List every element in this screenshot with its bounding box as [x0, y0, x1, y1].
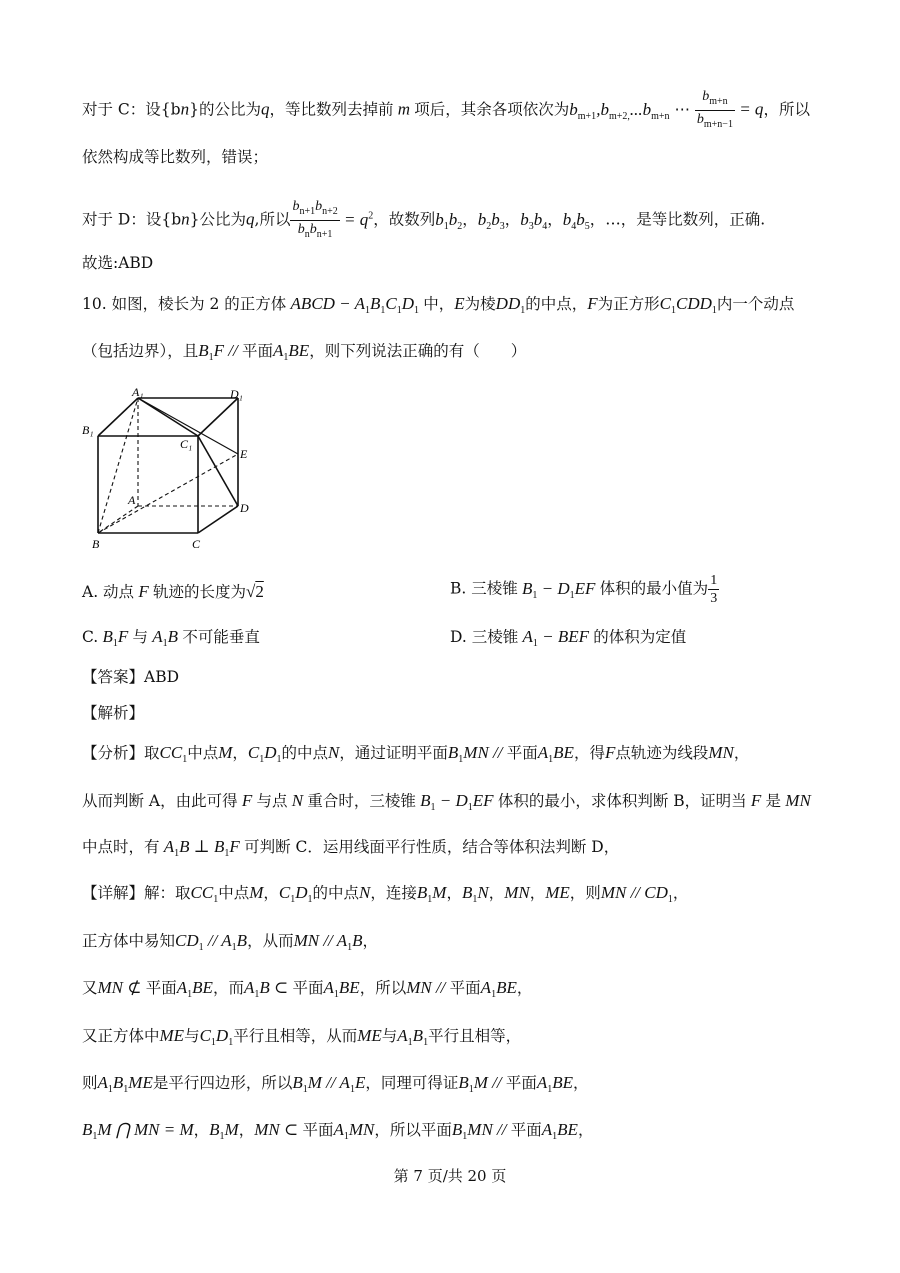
text: 对于 C：设{b — [82, 100, 181, 119]
text: 与 — [132, 628, 149, 646]
hidden-edge-be — [98, 454, 238, 533]
text: 平面 — [302, 1121, 334, 1139]
text: 中点时，有 — [82, 838, 160, 856]
text: 项后，其余各项依次为 — [414, 100, 570, 119]
text: 中点 — [218, 884, 250, 902]
text: ， — [733, 744, 750, 762]
option-d: D. 三棱锥 $A_1$ − BEF 的体积为定值 — [450, 627, 687, 649]
text: 不可能垂直 — [182, 628, 260, 646]
edge — [198, 506, 238, 533]
text: 是 — [765, 792, 782, 810]
text: 为棱 — [464, 295, 496, 313]
text: ，得 — [573, 744, 605, 762]
text: }公比为 — [189, 210, 247, 229]
text: 轨迹的长度为 — [152, 583, 246, 601]
text: 平面 — [292, 979, 324, 997]
edge-c1d — [198, 436, 238, 506]
text: 重合时，三棱锥 — [307, 792, 416, 810]
line-option-d-analysis: 对于 D：设{bn}公比为q,所以 $\frac{b_{n+1}b_{n+2}}{b_nb_{n+1}}$ = $q^2$，故数列$b_1b_2$，$b_2b_3$，$b_3b_4$，$b_4b_5$，…，是等比数列，正确. — [82, 198, 765, 243]
text: （包括边界），且 — [82, 342, 199, 360]
analysis-line3: 中点时，有 $A_1B$ ⊥ $B_1F$ 可判断 C．运用线面平行性质，结合等体积法判断 D， — [82, 837, 620, 859]
text: 与点 — [256, 792, 288, 810]
text: 平面 — [242, 342, 274, 360]
text: 又正方体中 — [82, 1027, 160, 1045]
text: ，所以 — [359, 979, 407, 997]
text: 点轨迹为线段 — [615, 744, 709, 762]
answer: 【答案】ABD — [82, 668, 180, 686]
text: 中点 — [187, 744, 219, 762]
text: 是平行四边形，所以 — [152, 1074, 293, 1092]
text: ，同理可得证 — [365, 1074, 459, 1092]
text: ，从而 — [247, 932, 294, 950]
line-option-c-analysis: 对于 C：设{bn}的公比为q，等比数列去掉前 m 项后，其余各项依次为$b_{m+1},b_{m+2,}...b_{m+n}$ ⋯ $\frac{b_{m+n}}{b_{m+n-1}}$ = q，所以 — [82, 88, 810, 133]
text: ，所以 — [763, 100, 810, 119]
edge — [198, 398, 238, 436]
analysis-label: 【解析】 — [82, 704, 145, 722]
text: 对于 D：设{b — [82, 210, 182, 229]
option-a: A. 动点 F 轨迹的长度为√2 — [82, 582, 264, 601]
label-a1: A₁ — [132, 388, 144, 399]
text: ,所以 — [254, 210, 291, 229]
text: ，通过证明平面 — [339, 744, 448, 762]
text: 可判断 C．运用线面平行性质，结合等体积法判断 D， — [244, 838, 620, 856]
text: 平面 — [510, 1121, 542, 1139]
text: ，而 — [212, 979, 244, 997]
label-d: D — [240, 501, 249, 515]
fraction: $\frac{b_{m+n}}{b_{m+n-1}}$ — [696, 89, 733, 130]
text: 的中点 — [281, 744, 329, 762]
detail-line1: 【详解】解：取$CC_1$中点M，$C_1D_1$的中点N，连接$B_1M$，$B_1N$，MN，ME，则MN // $CD_1$， — [82, 883, 689, 905]
detail-line6: $B_1M$ ⋂ MN = M，$B_1M$，MN ⊂ 平面$A_1MN$，所以平面$B_1MN$ // 平面$A_1BE$， — [82, 1120, 594, 1142]
text: 又 — [82, 979, 98, 997]
text: B. 三棱锥 — [450, 579, 518, 598]
text: 平行且相等， — [428, 1027, 522, 1045]
text: 平面 — [505, 1074, 537, 1092]
detail-line4: 又正方体中ME与$C_1D_1$平行且相等，从而ME与$A_1B_1$平行且相等， — [82, 1026, 522, 1048]
detail-line5: 则$A_1B_1ME$是平行四边形，所以$B_1M // A_1E$，同理可得证$B_1M$ // 平面$A_1BE$， — [82, 1073, 589, 1095]
text: 【详解】解：取 — [82, 884, 191, 902]
text: ， — [193, 1121, 210, 1139]
text: 从而判断 A，由此可得 — [82, 792, 238, 810]
text: 中， — [423, 295, 455, 313]
label-d1: D₁ — [230, 388, 243, 401]
text: 的中点， — [525, 295, 588, 313]
label-c: C — [192, 537, 201, 551]
hidden-edge-ba1 — [98, 398, 138, 533]
text: 体积的最小值为 — [599, 579, 709, 598]
detail-line2: 正方体中易知$CD_1 // A_1B$，从而MN // $A_1B$， — [82, 931, 379, 953]
hidden-edge — [98, 506, 138, 533]
option-c: C. $B_1F$ 与 $A_1B$ 不可能垂直 — [82, 627, 260, 649]
fraction: $\frac{b_{n+1}b_{n+2}}{b_nb_{n+1}}$ — [292, 199, 338, 240]
text: ，所以平面 — [374, 1121, 452, 1139]
label-c1: C₁ — [180, 437, 193, 451]
text: 【分析】取 — [82, 744, 160, 762]
label-b1: B₁ — [82, 423, 94, 437]
text: A. 动点 — [82, 583, 135, 601]
line-c-conclusion: 依然构成等比数列，错误； — [82, 148, 269, 166]
text: ， — [232, 744, 248, 762]
text: C. — [82, 628, 99, 646]
choose-line: 故选:ABD — [82, 254, 154, 272]
text: D. 三棱锥 — [450, 628, 519, 646]
text: 为正方形 — [597, 295, 660, 313]
text: 平面 — [145, 979, 177, 997]
text: 与 — [381, 1027, 398, 1045]
label-a: A — [128, 493, 136, 507]
text: 平面 — [449, 979, 481, 997]
text: 正方体中易知 — [82, 932, 176, 950]
text: 内一个动点 — [716, 295, 795, 313]
text: ，等比数列去掉前 — [269, 100, 394, 119]
fraction: $\frac{1}{3}$ — [710, 573, 718, 606]
question-10-line2: （包括边界），且$B_1F$ // 平面$A_1BE$，则下列说法正确的有（ ） — [82, 341, 527, 363]
text: 的体积为定值 — [593, 628, 687, 646]
text: }的公比为 — [189, 100, 261, 119]
text: ，故数列 — [373, 210, 436, 229]
label-e: E — [240, 447, 248, 461]
text: ，则下列说法正确的有（ ） — [309, 342, 527, 360]
page-footer: 第 7 页/共 20 页 — [393, 1167, 507, 1185]
option-b: B. 三棱锥 $B_1 - D_1EF$ 体积的最小值为 $\frac{1}{3}$ — [450, 573, 718, 606]
text: ，…，是等比数列，正确. — [589, 210, 766, 229]
text: ， — [263, 884, 279, 902]
text: 则 — [82, 1074, 98, 1092]
text: 平面 — [506, 744, 538, 762]
text: 体积的最小，求体积判断 B，证明当 — [497, 792, 747, 810]
text: 10. 如图，棱长为 2 的正方体 — [82, 295, 287, 313]
text: 平行且相等，从而 — [233, 1027, 358, 1045]
analysis-line2: 从而判断 A，由此可得 F 与点 N 重合时，三棱锥 $B_1 - D_1EF$ 体积的最小，求体积判断 B，证明当 F 是 MN — [82, 791, 811, 813]
text: 与 — [184, 1027, 200, 1045]
analysis-line1: 【分析】取$CC_1$中点M，$C_1D_1$的中点N，通过证明平面$B_1MN$ // 平面$A_1BE$，得F点轨迹为线段MN， — [82, 743, 750, 765]
cube-figure — [80, 388, 270, 558]
question-10-line1: 10. 如图，棱长为 2 的正方体 ABCD − $A_1B_1C_1D_1$ 中，E为棱$DD_1$的中点，F为正方形$C_1CDD_1$内一个动点 — [82, 294, 795, 316]
detail-line3: 又MN ⊄ 平面$A_1BE$，而$A_1B$ ⊂ 平面$A_1BE$，所以MN // 平面$A_1BE$， — [82, 978, 533, 1000]
text: 的中点 — [312, 884, 360, 902]
text: ，连接 — [370, 884, 417, 902]
text: ，则 — [569, 884, 601, 902]
label-b: B — [92, 537, 100, 551]
